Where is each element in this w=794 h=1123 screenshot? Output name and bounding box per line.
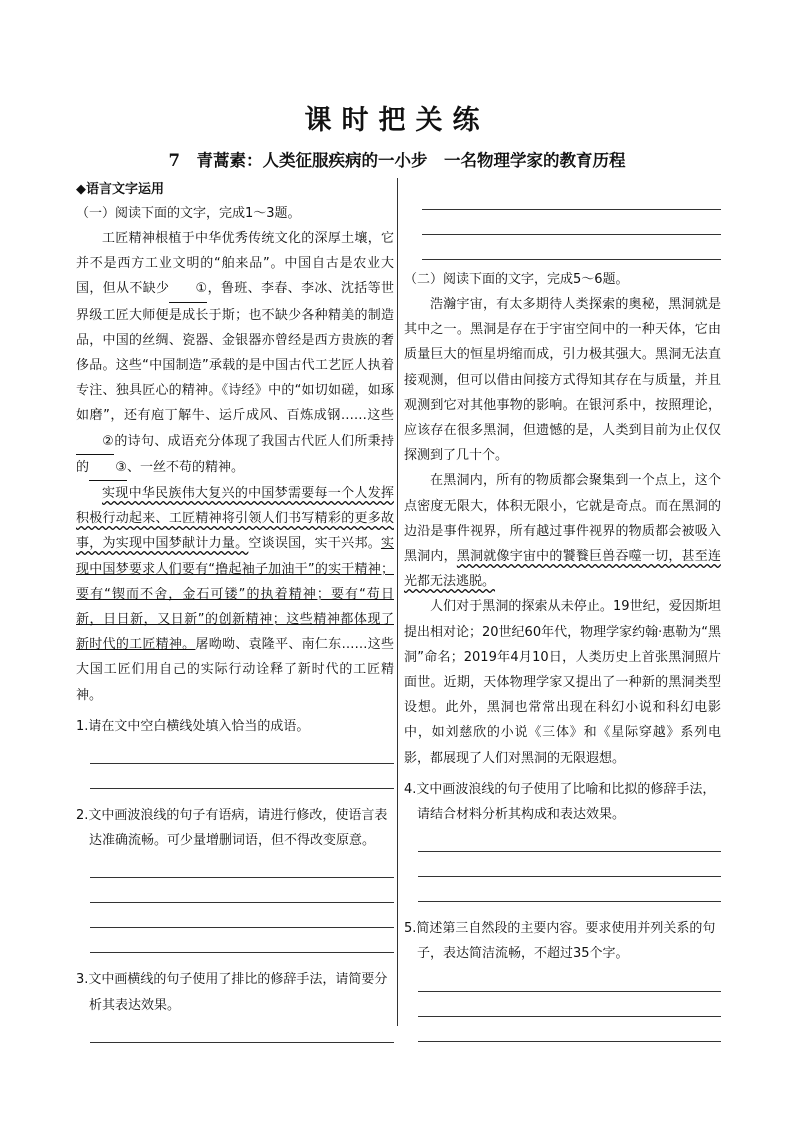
passage-text: 屠呦呦、袁隆平、南仁东……这些大国工匠们用自己的实际行动诠释了新时代的工匠精神。 (76, 637, 394, 703)
blank-2[interactable]: ② (76, 429, 114, 455)
section-heading: ◆语言文字运用 (76, 182, 164, 197)
passage2-paragraph1: 浩瀚宇宙，有太多期待人类探索的奥秘，黑洞就是其中之一。黑洞是存在于宇宙空间中的一种天体，它由质量巨大的恒星坍缩而成，引力极其强大。黑洞无法直接观测，但可以借由间接方式得知其存在与质量，并且观测到它对其他事物的影响。在银河系中，按照理论，应该存在很多黑洞，但遗憾的是，人类到目前为止仅仅探测到了几十个。 (404, 297, 721, 464)
passage2-paragraph2 (404, 468, 721, 594)
answer-line[interactable] (90, 1018, 394, 1043)
blank-1[interactable]: ① (169, 276, 207, 302)
page-title: 课时把关练 (304, 105, 490, 136)
passage-text: 工匠精神根植于中华优秀传统文化的深厚土壤，它并不是西方工业文明的“舶来品”。中国自古是农业大国，但从不缺少 (76, 231, 394, 297)
question-5: 5.简述第三自然段的主要内容。要求使用并列关系的句子，表达简洁流畅，不超过35个字。 (404, 921, 716, 962)
answer-line[interactable] (422, 185, 721, 210)
question-3: 3.文中画横线的句子使用了排比的修辞手法，请简要分析其表达效果。 (76, 972, 388, 1013)
passage2-paragraph3: 人们对于黑洞的探索从未停止。19世纪，爱因斯坦提出相对论；20世纪60年代，物理学家约翰·惠勒为“黑洞”命名；2019年4月10日，人类历史上首张黑洞照片面世。近期，天体物理学家又提出了一种新的黑洞类型设想。此外，黑洞也常常出现在科幻小说和科幻电影中，如刘慈欣的小说《三体》和《星际穿越》系列电影，都展现了人们对黑洞的无限遐想。 (404, 599, 721, 766)
wavy-sentence: 实现中华民族伟大复兴的中国梦需要每一个人发挥积极行动起来、工匠精神将引领人们书写精彩的更多故事，为实现中国梦献计力量。 (76, 486, 394, 552)
part2-intro: （二）阅读下面的文字，完成5～6题。 (404, 272, 629, 287)
passage-text: ，鲁班、李春、李冰、沈括等世界级工匠大师便是成长于斯；也不缺少各种精美的制造品，中国的丝绸、瓷器、金银器亦曾经是西方贵族的奢侈品。这些“中国制造”承载的是中国古代工艺匠人执着专注、独具匠心的精神。《诗经》中的“如切如磋，如琢如磨”，还有庖丁解牛、运斤成风、百炼成钢……这些 (76, 281, 394, 424)
underlined-sentence: 实现中国梦要求人们要有“撸起袖子加油干”的实干精神；要有“锲而不舍，金石可镂”的执着精神；要有“苟日新，日日新，又日新”的创新精神；这些精神都体现了新时代的工匠精神。 (76, 536, 394, 653)
column-divider (397, 178, 398, 1026)
blank-3[interactable]: ③ (89, 455, 127, 481)
lesson-subtitle: 7 青蒿素：人类征服疾病的一小步 一名物理学家的教育历程 (168, 151, 626, 170)
answer-line[interactable] (90, 878, 394, 903)
question-1: 1.请在文中空白横线处填入恰当的成语。 (76, 718, 310, 734)
passage-text: 的诗句、成语充分体现了我国古代匠人们所秉持的 (76, 433, 394, 475)
question-4: 4.文中画波浪线的句子使用了比喻和比拟的修辞手法，请结合材料分析其构成和表达效果。 (404, 781, 716, 823)
passage1-paragraph2 (76, 481, 394, 708)
answer-line[interactable] (418, 1017, 721, 1042)
answer-line[interactable] (422, 210, 721, 235)
left-column (76, 178, 394, 1043)
answer-line[interactable] (418, 967, 721, 992)
answer-line[interactable] (90, 928, 394, 953)
answer-line[interactable] (90, 853, 394, 878)
answer-line[interactable] (418, 827, 721, 852)
answer-line[interactable] (418, 992, 721, 1017)
passage-text: 空谈误国，实干兴邦。 (248, 536, 381, 552)
answer-line[interactable] (422, 235, 721, 260)
question-2: 2.文中画波浪线的句子有语病，请进行修改，使语言表达准确流畅。可少量增删词语，但不得改变原意。 (76, 808, 388, 849)
answer-line[interactable] (418, 877, 721, 902)
answer-line[interactable] (90, 739, 394, 764)
passage-text: 、一丝不苟的精神。 (127, 459, 245, 475)
answer-line[interactable] (90, 903, 394, 928)
answer-line[interactable] (418, 852, 721, 877)
wavy-sentence: 黑洞就像宇宙中的饕餮巨兽吞噬一切，甚至连光都无法逃脱。 (404, 549, 721, 590)
passage-text: 在黑洞内，所有的物质都会聚集到一个点上，这个点密度无限大，体积无限小，它就是奇点。而在黑洞的边沿是事件视界，所有越过事件视界的物质都会被吸入黑洞内， (404, 473, 721, 565)
answer-line[interactable] (90, 764, 394, 789)
right-column (404, 185, 721, 1042)
part1-intro: （一）阅读下面的文字，完成1～3题。 (76, 206, 301, 221)
passage1-paragraph1 (76, 226, 394, 481)
